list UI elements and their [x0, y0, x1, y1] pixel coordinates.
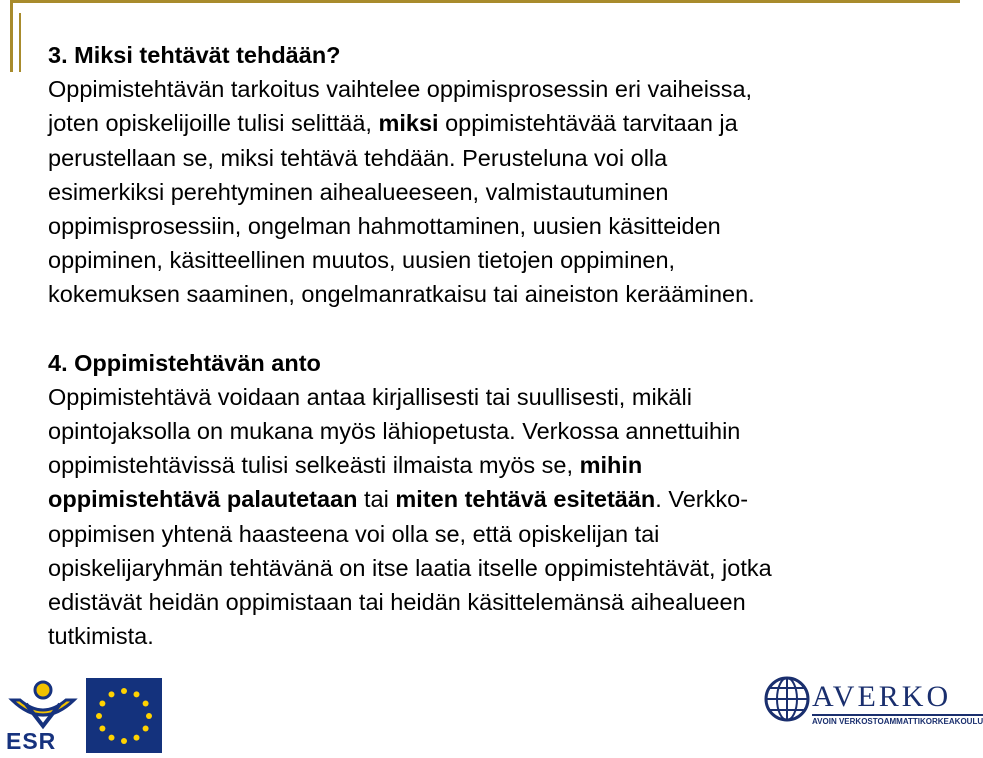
- section-gap: [48, 312, 953, 346]
- section-4-line: [48, 448, 953, 482]
- section-3-line: perustellaan se, miksi tehtävä tehdään. Perusteluna voi olla: [48, 144, 668, 171]
- eu-flag-icon: [86, 678, 162, 753]
- section-3-line: esimerkiksi perehtyminen aihealueeseen, valmistautuminen: [48, 178, 669, 205]
- esr-wordmark: ESR: [6, 728, 57, 754]
- section-4-line: Oppimistehtävä voidaan antaa kirjallisesti tai suullisesti, mikäli: [48, 383, 692, 410]
- section-3-line: [48, 106, 953, 140]
- emphasis-mihin: mihin: [579, 452, 643, 479]
- averko-wordmark: AVERKO: [812, 680, 952, 713]
- emphasis-palautetaan: oppimistehtävä palautetaan: [48, 486, 358, 513]
- globe-icon: [764, 676, 810, 722]
- text-span: tai: [357, 486, 396, 513]
- section-3-line: kokemuksen saaminen, ongelmanratkaisu tai aineiston kerääminen.: [48, 281, 755, 308]
- section-3-line: oppimisprosessiin, ongelman hahmottaminen, uusien käsitteiden: [48, 213, 721, 240]
- section-4-line: opintojaksolla on mukana myös lähiopetusta. Verkossa annettuihin: [48, 418, 741, 445]
- text-span: oppimistehtävissä tulisi selkeästi ilmaista myös se,: [48, 452, 580, 479]
- section-4-title: 4. Oppimistehtävän anto: [48, 349, 321, 376]
- text-span: joten opiskelijoille tulisi selittää,: [48, 110, 379, 137]
- section-4-line: edistävät heidän oppimistaan tai heidän käsittelemänsä aihealueen: [48, 589, 746, 616]
- esr-emblem-icon: [4, 678, 82, 730]
- section-4-line: tutkimista.: [48, 623, 154, 650]
- section-4-line: [48, 482, 953, 516]
- text-span: . Verkko-: [655, 486, 749, 513]
- section-3-line: Oppimistehtävän tarkoitus vaihtelee oppimisprosessin eri vaiheissa,: [48, 76, 753, 103]
- emphasis-miksi: miksi: [378, 110, 439, 137]
- esr-logo: [4, 678, 159, 754]
- text-span: oppimistehtävää tarvitaan ja: [438, 110, 738, 137]
- averko-subtitle: AVOIN VERKOSTOAMMATTIKORKEAKOULU: [812, 714, 983, 726]
- averko-logo: [764, 674, 983, 750]
- slide-content: [48, 38, 953, 653]
- emphasis-esitetaan: miten tehtävä esitetään: [395, 486, 656, 513]
- section-4-line: oppimisen yhtenä haasteena voi olla se, että opiskelijan tai: [48, 520, 660, 547]
- section-4-line: opiskelijaryhmän tehtävänä on itse laatia itselle oppimistehtävät, jotka: [48, 554, 772, 581]
- section-3-line: oppiminen, käsitteellinen muutos, uusien tietojen oppiminen,: [48, 247, 676, 274]
- eu-stars-icon: [86, 678, 162, 753]
- section-3-title: 3. Miksi tehtävät tehdään?: [48, 42, 341, 68]
